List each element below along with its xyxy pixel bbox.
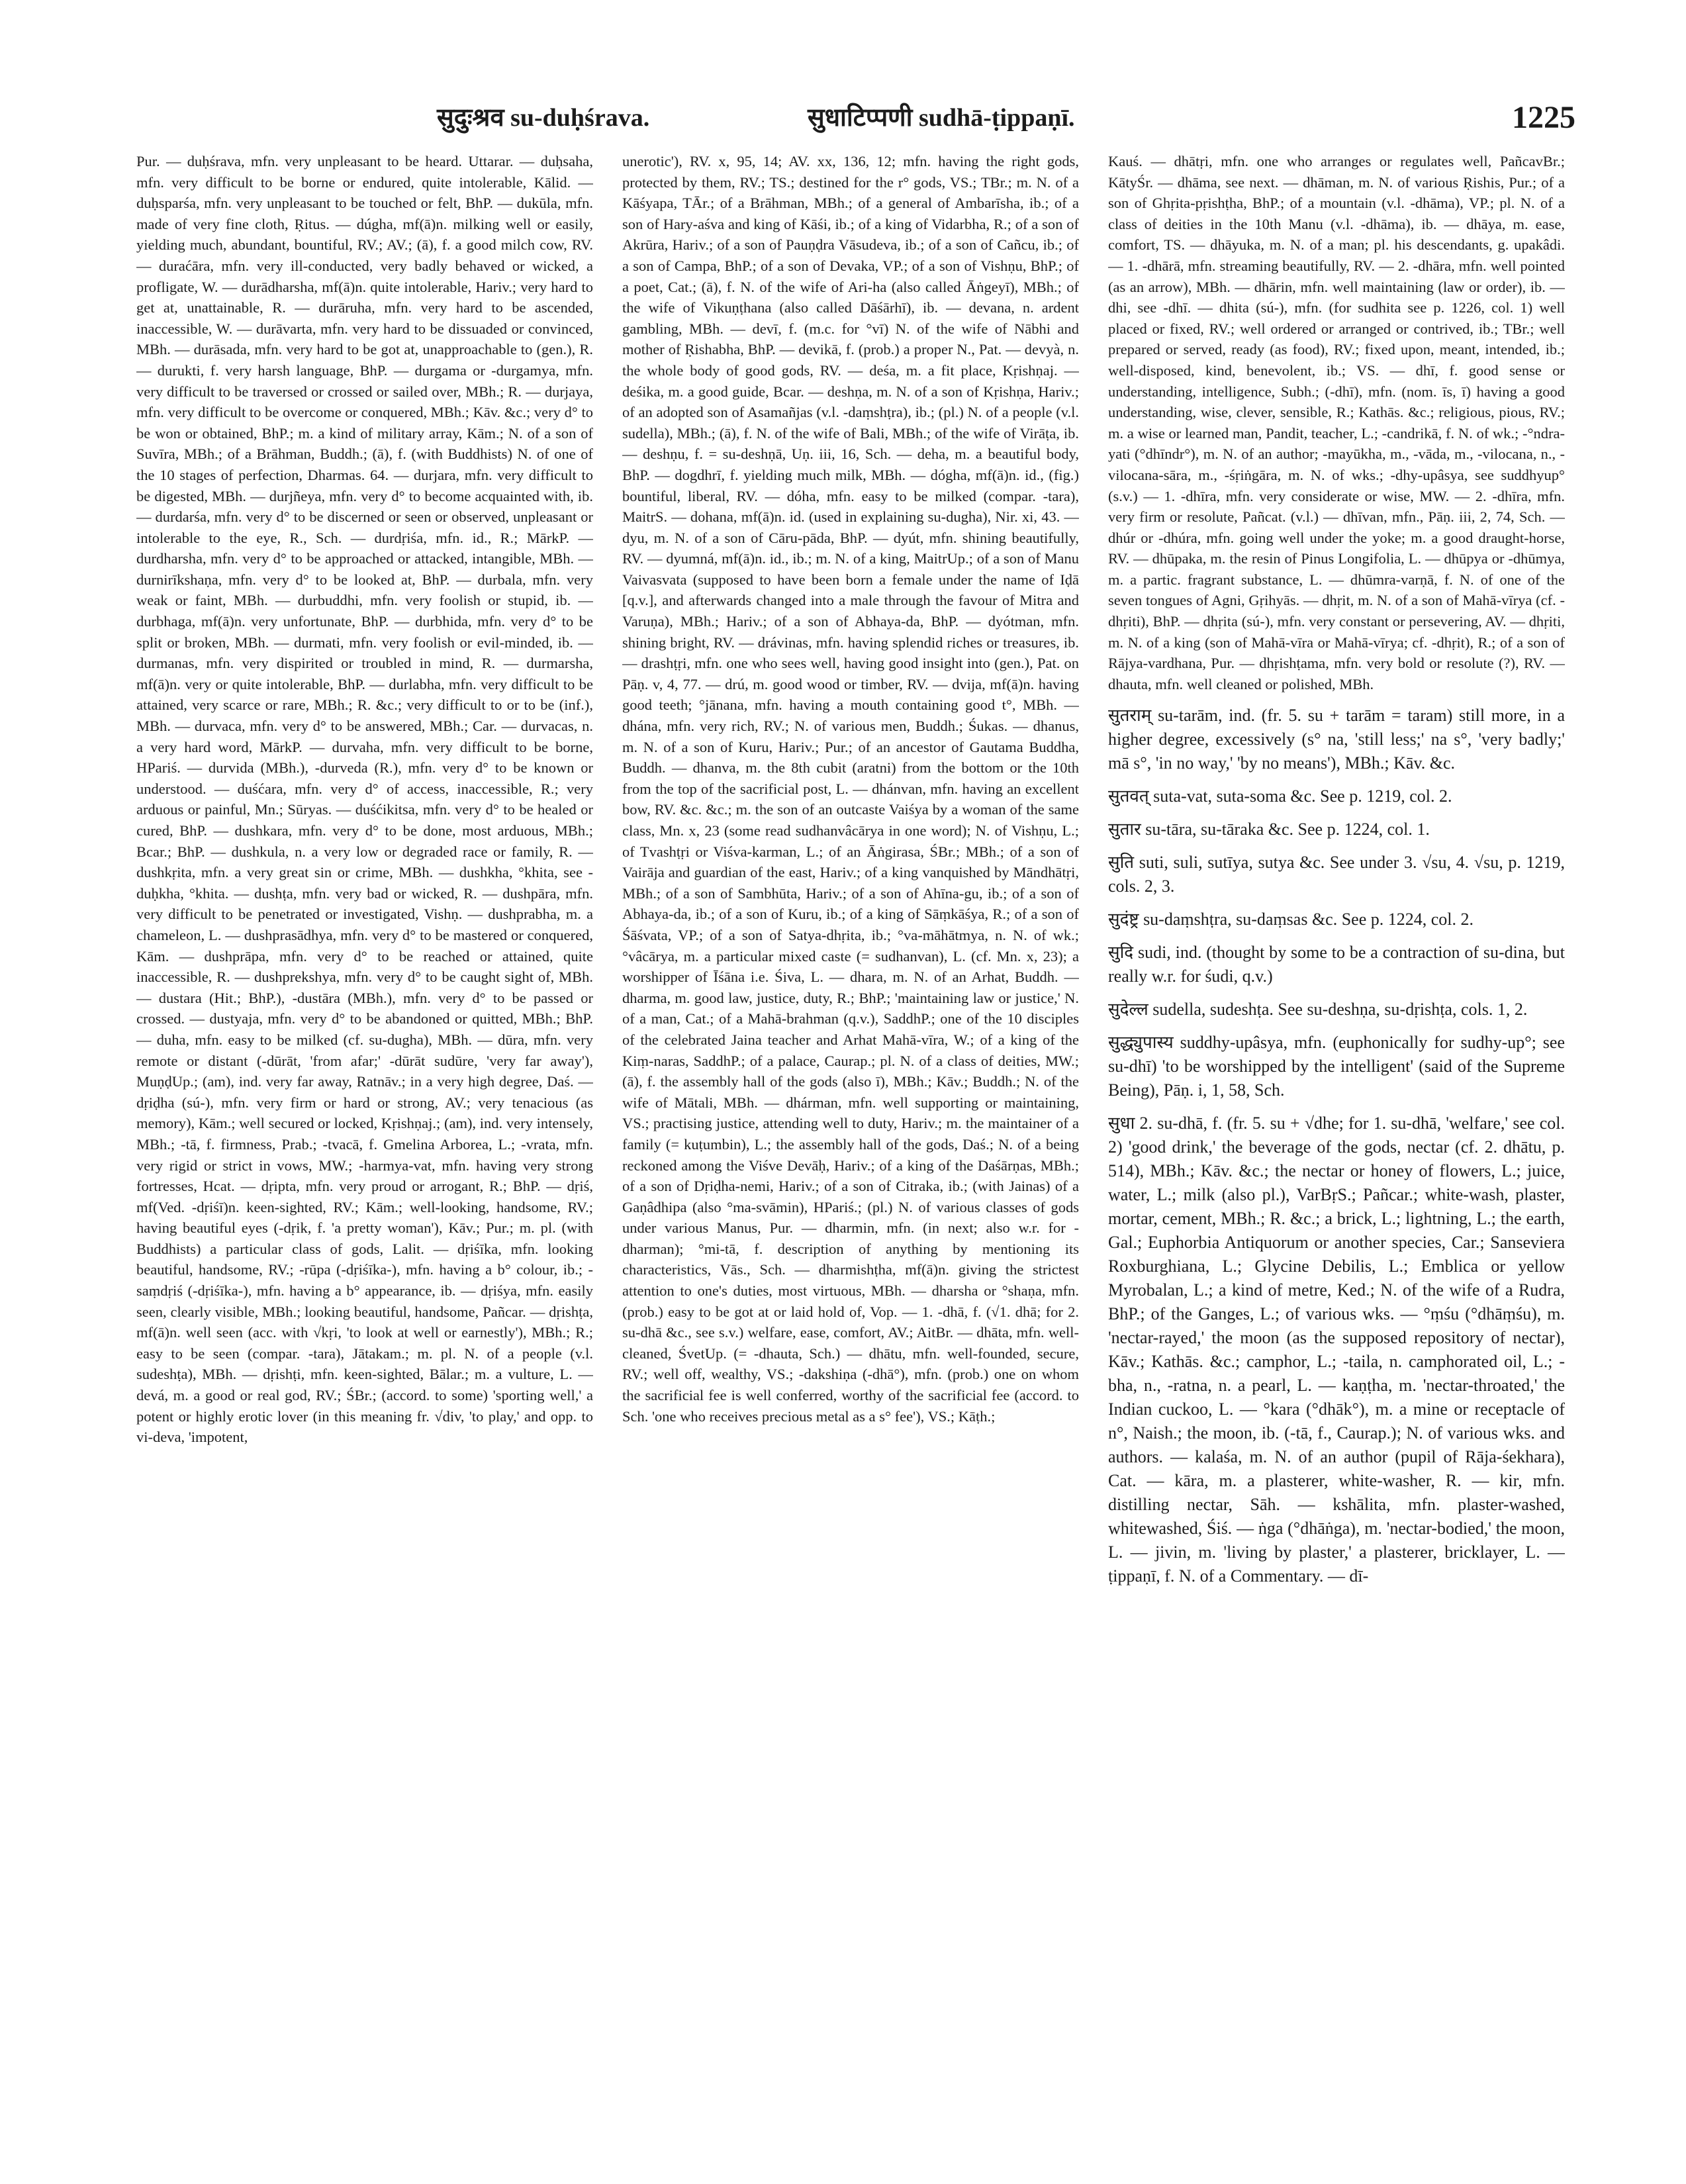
page-header [126,99,1575,146]
entry-sudella: सुदेल्ल sudella, sudeshṭa. See su-deshṇa, su-dṛishṭa, cols. 1, 2. [1108,1000,1528,1020]
header-left-catchword: सुदुःश्रव su-duḥśrava. [437,104,650,132]
entry-sudi: सुदि sudi, ind. (thought by some to be a contraction of su-dina, but really w.r. for śudi, q.v.) [1108,943,1565,986]
column-1-text: Pur. — duḥśrava, mfn. very unpleasant to be heard. Uttarar. — duḥsaha, mfn. very difficult to be borne or endured, quite intolerable, Kālid. — duḥsparśa, mfn. very unpleasant to be touched or felt, BhP. — dukūla, mfn. made of very fine cloth, Ṛitus. — dúgha, mf(ā)n. milking well or easily, yielding much, abundant, bountiful, RV.; AV.; (ā), f. a good milch cow, RV. — duraćāra, mfn. very ill-conducted, very badly behaved or wicked, a profligate, W. — durādharsha, mf(ā)n. quite intolerable, Hariv.; very hard to get at, unattainable, R. — durāruha, mfn. very hard to be ascended, inaccessible, W. — durāvarta, mfn. very hard to be dissuaded or convinced, MBh. — durāsada, mfn. very hard to be got at, unapproachable to (gen.), R. — durukti, f. very harsh language, BhP. — durgama or -durgamya, mfn. very difficult to be traversed or crossed or sailed over, MBh.; R. — durjaya, mfn. very difficult to be overcome or conquered, MBh.; Kāv. &c.; very d° to be won or obtained, BhP.; m. a kind of military array, Kām.; N. of a son of Suvīra, MBh.; of a Brāhman, Buddh.; (ā), f. (with Buddhists) N. of one of the 10 stages of perfection, Dharmas. 64. — durjara, mfn. very difficult to be digested, MBh. — durjñeya, mfn. very d° to become acquainted with, ib. — durdarśa, mfn. very d° to be discerned or seen or observed, unpleasant or intolerable to the eye, R., Sch. — durdṛiśa, mfn. id., R.; MārkP. — durdharsha, mfn. very d° to be approached or attacked, intangible, MBh. — durnirīkshaṇa, mfn. very d° to be looked at, BhP. — durbala, mfn. very weak or faint, MBh. — durbuddhi, mfn. very foolish or stupid, ib. — durbhaga, mf(ā)n. very unfortunate, BhP. — durbhida, mfn. very d° to be split or broken, MBh. — durmati, mfn. very foolish or evil-minded, ib. — durmanas, mfn. very dispirited or troubled in mind, R. — durmarsha, mf(ā)n. very or quite intolerable, BhP. — durlabha, mfn. very difficult to be attained, very scarce or rare, MBh.; R. &c.; very difficult to or to be (inf.), MBh. — durvaca, mfn. very d° to be answered, MBh.; Car. — durvacas, n. a very hard word, MārkP. — durvaha, mfn. very difficult to be borne, HPariś. — durvida (MBh.), -durveda (R.), mfn. very d° to be known or understood. — duśćara, mfn. very d° of access, inaccessible, R.; very arduous or painful, Mn.; Sūryas. — duśćikitsa, mfn. very d° to be healed or cured, BhP. — dushkara, mfn. very d° to be done, most arduous, MBh.; Bcar.; BhP. — dushkula, n. a very low or degraded race or family, R. — dushkṛita, mfn. a very great sin or crime, MBh. — dushkha, °khita, see -duḥkha, °khita. — dushṭa, mfn. very bad or wicked, R. — dushpāra, mfn. very difficult to be penetrated or investigated, Vishṇ. — dushprabha, m. a chameleon, L. — dushprasādhya, mfn. very d° to be mastered or conquered, Kām. — dushprāpa, mfn. very d° to be reached or attained, quite inaccessible, R. — dushprekshya, mfn. very d° to be caught sight of, MBh. — dustara (Hit.; BhP.), -dustāra (MBh.), mfn. very d° to be passed or crossed. — dustyaja, mfn. very d° to be abandoned or quitted, MBh.; BhP. — duha, mfn. easy to be milked (cf. su-dugha), MBh. — dūra, mfn. very remote or distant (-dūrāt, 'from afar;' -dūrāt sudūre, 'very far away'), MuṇḍUp.; (am), ind. very far away, Ratnāv.; in a very high degree, Daś. — dṛiḍha (sú-), mfn. very firm or hard or strong, AV.; very tenacious (as memory), Kām.; well secured or locked, Kṛishṇaj.; (am), ind. very intensely, MBh.; -tā, f. firmness, Prab.; -tvacā, f. Gmelina Arborea, L.; -vrata, mfn. very rigid or strict in vows, MW.; -harmya-vat, mfn. having very strong fortresses, Hcat. — dṛipta, mfn. very proud or arrogant, R.; BhP. — dṛiś, mf(Ved. -dṛiśī)n. keen-sighted, RV.; Kām.; well-looking, handsome, RV.; having beautiful eyes (-dṛik, f. 'a pretty woman'), Kāv.; Pur.; m. pl. (with Buddhists) a particular class of gods, Lalit. — dṛiśīka, mfn. looking beautiful, handsome, RV.; -rūpa (-dṛiśīka-), mfn. having a b° colour, ib.; -saṃdṛiś (-dṛiśīka-), mfn. having a b° appearance, ib. — dṛiśya, mfn. easily seen, clearly visible, MBh.; looking beautiful, handsome, Pañcar. — dṛishṭa, mf(ā)n. well seen (acc. with √kṛi, 'to look at well or earnestly'), MBh.; R.; easy to be seen (compar. -tara), Jātakam.; m. pl. N. of a people (v.l. sudeshṭa), MBh. — dṛishṭi, mfn. keen-sighted, Bālar.; m. a vulture, L. — devá, m. a good or real god, RV.; ŚBr.; (accord. to some) 'sporting well,' a potent or highly erotic lover (in this meaning fr. √div, 'to play,' and opp. to vi-deva, 'impotent, [136,153,593,1446]
column-2 [622,151,1079,2150]
dictionary-columns [136,151,1578,2150]
entry-su-tara: सुतार su-tāra, su-tāraka &c. See p. 1224, col. 1. [1108,820,1430,839]
header-center-catchword: सुधाटिप्पणी sudhā-ṭippaṇī. [808,104,1075,132]
entry-suddhy-upasya: सुद्ध्युपास्य suddhy-upâsya, mfn. (euphonically for sudhy-up°; see su-dhī) 'to be worshipped by the intelligent' (said of the Supreme Being), Pāṇ. i, 1, 58, Sch. [1108,1033,1565,1100]
entry-su-taram: सुतराम् su-tarām, ind. (fr. 5. su + tarām = taram) still more, in a higher degree, excessively (s° na, 'still less;' na s°, 'very badly;' mā s°, 'in no way,' 'by no means'), MBh.; Kāv. &c. [1108,706,1565,773]
entry-su-damshtra: सुदंष्ट्र su-daṃshṭra, su-daṃsas &c. See p. 1224, col. 2. [1108,910,1474,929]
column-3-text: Kauś. — dhātṛi, mfn. one who arranges or regulates well, PañcavBr.; KātyŚr. — dhāma, see next. — dhāman, m. N. of various Ṛishis, Pur.; of a son of Ghṛita-pṛishṭha, BhP.; of a mountain (v.l. -dhāma), VP.; pl. N. of a class of deities in the 10th Manu (v.l. -dhāma), ib. — dhāya, m. ease, comfort, TS. — dhāyuka, m. N. of a man; pl. his descendants, g. upakâdi. — 1. -dhārā, mfn. streaming beautifully, RV. — 2. -dhāra, mfn. well pointed (as an arrow), MBh. — dhārin, mfn. well maintaining (law or order), ib. — dhi, see -dhī. — dhita (sú-), mfn. (for sudhita see p. 1226, col. 1) well placed or fixed, RV.; well ordered or arranged or contrived, ib.; TBr.; well prepared or served, ready (as food), RV.; fixed upon, meant, intended, ib.; well-disposed, kind, benevolent, ib.; VS. — dhī, f. good sense or understanding, intelligence, Subh.; (-dhī), mfn. (nom. īs, ī) having a good understanding, wise, clever, sensible, R.; Kathās. &c.; religious, pious, RV.; m. a wise or learned man, Pandit, teacher, L.; -candrikā, f. N. of wk.; -°ndra-yati (°dhīndr°), m. N. of an author; -mayūkha, m., -vāda, m., -vilocana, n., -vilocana-sāra, m., -śṛiṅgāra, m. N. of wks.; -dhy-upâsya, see suddhyup° (s.v.) — 1. -dhīra, mfn. very considerate or wise, MW. — 2. -dhīra, mfn. very firm or resolute, Pañcat. (v.l.) — dhīvan, mfn., Pāṇ. iii, 2, 74, Sch. — dhúr or -dhúra, mfn. going well under the yoke; m. a good draught-horse, RV. — dhūpaka, m. the resin of Pinus Longifolia, L. — dhūpya or -dhūmya, m. a partic. fragrant substance, L. — dhūmra-varṇā, f. N. of one of the seven tongues of Agni, Gṛihyās. — dhṛit, m. N. of a son of Mahā-vīrya (cf. -dhṛiti), BhP. — dhṛita (sú-), mfn. very constant or persevering, AV. — dhṛiti, m. N. of a king (son of Mahā-vīra or Mahā-vīrya; cf. -dhṛit), R.; of a son of Rājya-vardhana, Pur. — dhṛishṭama, mfn. very bold or resolute (?), RV. — dhauta, mfn. well cleaned or polished, MBh. [1108,153,1565,692]
entry-suta-vat: सुतवत् suta-vat, suta-soma &c. See p. 1219, col. 2. [1108,786,1452,806]
entry-suti: सुति suti, suli, sutīya, sutya &c. See under 3. √su, 4. √su, p. 1219, cols. 2, 3. [1108,853,1565,896]
page-number: 1225 [1512,100,1575,135]
entry-su-dha: सुधा 2. su-dhā, f. (fr. 5. su + √dhe; for 1. su-dhā, 'welfare,' see col. 2) 'good drink,' the beverage of the gods, nectar (cf. 2. dhātu, p. 514), MBh.; Kāv. &c.; the nectar or honey of flowers, L.; juice, water, L.; milk (also pl.), VarBṛS.; Pañcar.; white-wash, plaster, mortar, cement, MBh.; R. &c.; a brick, L.; lightning, L.; the earth, Gal.; Euphorbia Antiquorum or another species, Car.; Sanseviera Roxburghiana, L.; Glycine Debilis, L.; Emblica or yellow Myrobalan, L.; a kind of metre, Ked.; N. of the wife of a Rudra, BhP.; of the Ganges, L.; of various wks. — °ṃśu (°dhāṃśu), m. 'nectar-rayed,' the moon (as the supposed repository of nectar), Kāv.; Kathās. &c.; camphor, L.; -taila, n. camphorated oil, L.; -bha, n., -ratna, n. a pearl, L. — kaṇṭha, m. 'nectar-throated,' the Indian cuckoo, L. — °kara (°dhāk°), m. a mine or receptacle of n°, Naish.; the moon, ib. (-tā, f., Caurap.); N. of various wks. and authors. — kalaśa, m. N. of an author (pupil of Rāja-śekhara), Cat. — kāra, m. a plasterer, white-washer, R. — kir, mfn. distilling nectar, Sāh. — kshālita, mfn. plaster-washed, whitewashed, Śiś. — ṅga (°dhāṅga), m. 'nectar-bodied,' the moon, L. — jivin, m. 'living by plaster,' a plasterer, bricklayer, L. — ṭippaṇī, f. N. of a Commentary. — dī- [1108,1114,1565,1586]
column-1 [136,151,593,2150]
column-2-text: unerotic'), RV. x, 95, 14; AV. xx, 136, 12; mfn. having the right gods, protected by them, RV.; TS.; destined for the r° gods, VS.; TBr.; m. N. of a Kāśyapa, TĀr.; of a Brāhman, MBh.; of a general of Ambarīsha, ib.; of a son of Hary-aśva and king of Kāśi, ib.; of a king of Vidarbha, R.; of a son of Akrūra, Hariv.; of a son of Pauṇḍra Vāsudeva, ib.; of a son of Cañcu, ib.; of a son of Campa, BhP.; of a son of Devaka, VP.; of a son of Vishṇu, BhP.; of a poet, Cat.; (ā), f. N. of the wife of Ari-ha (also called Āṅgeyī), MBh.; of the wife of Vikuṇṭhana (also called Dāśārhī), ib. — devana, n. ardent gambling, MBh. — devī, f. (m.c. for °vī) N. of the wife of Nābhi and mother of Ṛishabha, BhP. — devikā, f. (prob.) a proper N., Pat. — devyà, n. the whole body of good gods, RV. — deśa, m. a fit place, Kṛishṇaj. — deśika, m. a good guide, Bcar. — deshṇa, m. N. of a son of Kṛishṇa, Hariv.; of an adopted son of Asamañjas (v.l. -daṃshṭra), ib.; (pl.) N. of a people (v.l. sudella), MBh.; (ā), f. N. of the wife of Bali, MBh.; of the wife of Virāṭa, ib. — deshṇu, f. = su-deshṇā, Uṇ. iii, 16, Sch. — deha, m. a beautiful body, BhP. — dogdhrī, f. yielding much milk, MBh. — dógha, mf(ā)n. id., (fig.) bountiful, liberal, RV. — dóha, mfn. easy to be milked (compar. -tara), MaitrS. — dohana, mf(ā)n. id. (used in explaining su-dugha), Nir. xi, 43. — dyu, m. N. of a son of Cāru-pāda, BhP. — dyút, mfn. shining beautifully, RV. — dyumná, mf(ā)n. id., ib.; m. N. of a king, MaitrUp.; of a son of Manu Vaivasvata (supposed to have been born a female under the name of Iḍā [q.v.], and afterwards changed into a male through the favour of Mitra and Varuṇa), MBh.; Hariv.; of a son of Abhaya-da, BhP. — dyótman, mfn. shining bright, RV. — drávinas, mfn. having splendid riches or treasures, ib. — drashṭṛi, mfn. one who sees well, having good insight into (gen.), Pat. on Pāṇ. v, 4, 77. — drú, m. good wood or timber, RV. — dvija, mf(ā)n. having good teeth; °jānana, mfn. having a mouth containing good t°, MBh. — dhána, mfn. very rich, RV.; N. of various men, Buddh.; Śukas. — dhanus, m. N. of a son of Kuru, Hariv.; Pur.; of an ancestor of Gautama Buddha, Buddh. — dhanva, m. the 8th cubit (aratni) from the bottom or the 10th from the top of the sacrificial post, L. — dhánvan, mfn. having an excellent bow, RV. &c. &c.; m. the son of an outcaste Vaiśya by a woman of the same class, Mn. x, 23 (some read sudhanvâcārya in one word); N. of Vishṇu, L.; of Tvashṭṛi or Viśva-karman, L.; of an Āṅgirasa, ŚBr.; MBh.; of a son of Vairāja and guardian of the east, Hariv.; of a king vanquished by Māndhātṛi, MBh.; of a son of Sambhūta, Hariv.; of a son of Ahīna-gu, ib.; of a son of Abhaya-da, ib.; of a son of Kuru, ib.; of a king of Sāṃkāśya, R.; of a son of Śāśvata, VP.; of a son of Satya-dhṛita, ib.; °va-māhātmya, n. N. of wk.; °vâcārya, m. a particular mixed caste (= sudhanvan), L. (cf. Mn. x, 23); a worshipper of Īśāna i.e. Śiva, L. — dhara, m. N. of an Arhat, Buddh. — dharma, m. good law, justice, duty, R.; BhP.; 'maintaining law or justice,' N. of a man, Cat.; of a Mahā-brahman (q.v.), SaddhP.; one of the 10 disciples of the celebrated Jaina teacher and Arhat Mahā-vīra, W.; of a king of the Kiṃ-naras, SaddhP.; of a palace, Caurap.; pl. N. of a class of deities, MW.; (ā), f. the assembly hall of the gods (also ī), MBh.; Kāv.; Buddh.; N. of the wife of Mātali, MBh. — dhárman, mfn. well supporting or maintaining, VS.; practising justice, attending well to duty, Hariv.; m. the maintainer of a family (= kuṭumbin), L.; the assembly hall of the gods, Daś.; N. of a being reckoned among the Viśve Devāḥ, Hariv.; of a king of the Daśārṇas, MBh.; of a son of Dṛiḍha-nemi, Hariv.; of a son of Citraka, ib.; (with Jainas) of a Gaṇâdhipa (also °ma-svāmin), HPariś.; (pl.) N. of various classes of gods under various Manus, Pur. — dharmin, mfn. (in next; also w.r. for -dharman); °mi-tā, f. description of anything by mentioning its characteristics, Vās., Sch. — dharmishṭha, mf(ā)n. giving the strictest attention to one's duties, most virtuous, MBh. — dharsha or °shaṇa, mfn. (prob.) easy to be got at or laid hold of, Vop. — 1. -dhā, f. (√1. dhā; for 2. su-dhā &c., see s.v.) welfare, ease, comfort, AV.; AitBr. — dhāta, mfn. well-cleaned, ŚvetUp. (= -dhauta, Sch.) — dhātu, mfn. well-founded, secure, RV.; well off, wealthy, VS.; -dakshiṇa (-dhā°), mfn. (prob.) one on whom the sacrificial fee is well conferred, worthy of the sacrificial fee (accord. to Sch. 'one who receives precious metal as a s° fee'), VS.; Kāṭh.; [622,153,1079,1425]
column-3 [1108,151,1565,2150]
